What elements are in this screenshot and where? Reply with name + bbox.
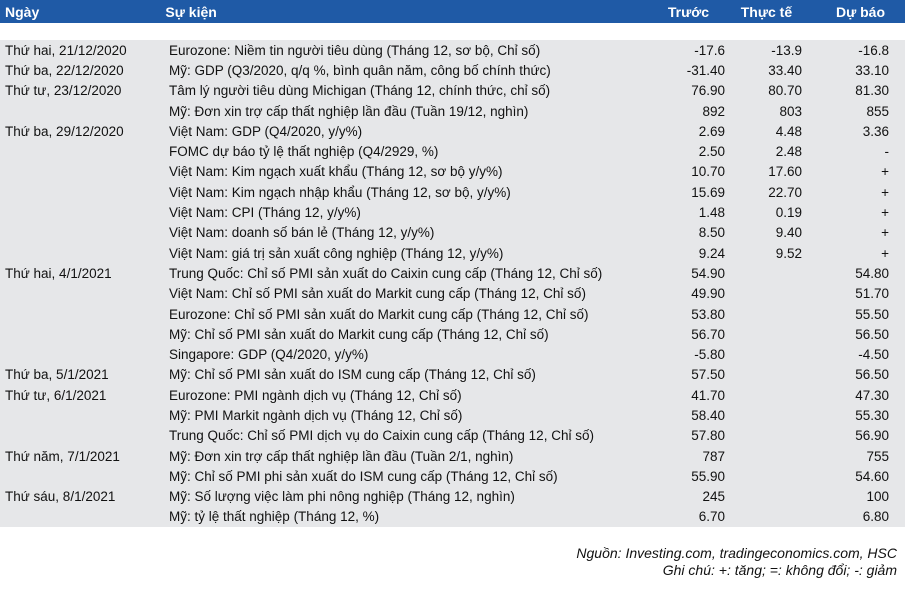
row-previous: 49.90 bbox=[691, 286, 725, 302]
row-previous: 892 bbox=[702, 103, 725, 119]
row-forecast: 56.90 bbox=[855, 428, 889, 444]
table-row bbox=[0, 487, 905, 507]
row-forecast: 54.60 bbox=[855, 468, 889, 484]
row-forecast: + bbox=[881, 184, 889, 200]
row-previous: 57.50 bbox=[691, 367, 725, 383]
table-row bbox=[0, 162, 905, 182]
row-forecast: 100 bbox=[866, 489, 889, 505]
row-previous: 58.40 bbox=[691, 407, 725, 423]
row-forecast: 47.30 bbox=[855, 387, 889, 403]
row-previous: 10.70 bbox=[691, 164, 725, 180]
table-footer bbox=[576, 545, 897, 579]
row-forecast: + bbox=[881, 205, 889, 221]
row-previous: 9.24 bbox=[698, 245, 725, 261]
row-previous: 15.69 bbox=[691, 184, 725, 200]
table-row bbox=[0, 426, 905, 446]
row-event: Việt Nam: CPI (Tháng 12, y/y%) bbox=[169, 205, 361, 221]
header-date: Ngày bbox=[5, 3, 40, 20]
row-date: Thứ sáu, 8/1/2021 bbox=[5, 489, 116, 505]
row-event: Singapore: GDP (Q4/2020, y/y%) bbox=[169, 347, 369, 363]
row-event: Mỹ: Đơn xin trợ cấp thất nghiệp lần đầu (Tuần 19/12, nghìn) bbox=[169, 103, 529, 119]
row-actual: 80.70 bbox=[768, 83, 802, 99]
row-forecast: -16.8 bbox=[858, 42, 889, 58]
row-event: Việt Nam: Chỉ số PMI sản xuất do Markit cung cấp (Tháng 12, Chỉ số) bbox=[169, 286, 586, 302]
row-forecast: 56.50 bbox=[855, 326, 889, 342]
row-previous: 54.90 bbox=[691, 265, 725, 281]
table-row bbox=[0, 284, 905, 304]
row-event: Mỹ: tỷ lệ thất nghiệp (Tháng 12, %) bbox=[169, 509, 380, 525]
row-event: Việt Nam: doanh số bán lẻ (Tháng 12, y/y%) bbox=[169, 225, 435, 241]
row-date: Thứ tư, 23/12/2020 bbox=[5, 83, 122, 99]
table-row bbox=[0, 101, 905, 121]
table-row bbox=[0, 182, 905, 202]
table-row bbox=[0, 40, 905, 60]
table-row bbox=[0, 243, 905, 263]
table-row bbox=[0, 405, 905, 425]
row-forecast: 55.50 bbox=[855, 306, 889, 322]
row-forecast: -4.50 bbox=[858, 347, 889, 363]
row-actual: 22.70 bbox=[768, 184, 802, 200]
table-row bbox=[0, 60, 905, 80]
row-event: Việt Nam: Kim ngạch xuất khẩu (Tháng 12, sơ bộ y/y%) bbox=[169, 164, 503, 180]
row-forecast: 33.10 bbox=[855, 62, 889, 78]
table-row bbox=[0, 344, 905, 364]
row-forecast: 755 bbox=[866, 448, 889, 464]
row-event: Việt Nam: GDP (Q4/2020, y/y%) bbox=[169, 123, 363, 139]
row-actual: 2.48 bbox=[775, 144, 802, 160]
row-forecast: 81.30 bbox=[855, 83, 889, 99]
row-previous: -17.6 bbox=[694, 42, 725, 58]
row-event: Việt Nam: giá trị sản xuất công nghiệp (Tháng 12, y/y%) bbox=[169, 245, 504, 261]
row-previous: -5.80 bbox=[694, 347, 725, 363]
row-forecast: 51.70 bbox=[855, 286, 889, 302]
row-previous: 245 bbox=[702, 489, 725, 505]
row-previous: 57.80 bbox=[691, 428, 725, 444]
header-actual: Thực tế bbox=[740, 3, 793, 20]
table-row bbox=[0, 385, 905, 405]
row-forecast: + bbox=[881, 164, 889, 180]
row-event: Tâm lý người tiêu dùng Michigan (Tháng 12, chính thức, chỉ số) bbox=[169, 83, 551, 99]
row-previous: 2.69 bbox=[698, 123, 725, 139]
table-row bbox=[0, 507, 905, 527]
table-row bbox=[0, 446, 905, 466]
row-forecast: 3.36 bbox=[862, 123, 889, 139]
row-date: Thứ ba, 5/1/2021 bbox=[5, 367, 109, 383]
row-date: Thứ năm, 7/1/2021 bbox=[5, 448, 120, 464]
legend-note: Ghi chú: +: tăng; =: không đổi; -: giảm bbox=[662, 562, 897, 578]
header-forecast: Dự báo bbox=[835, 3, 885, 20]
row-previous: 6.70 bbox=[698, 509, 725, 525]
row-event: Trung Quốc: Chỉ số PMI dịch vụ do Caixin cung cấp (Tháng 12, Chỉ số) bbox=[169, 428, 594, 444]
header-event: Sự kiện bbox=[165, 3, 217, 20]
row-date: Thứ hai, 21/12/2020 bbox=[5, 42, 127, 58]
row-forecast: + bbox=[881, 245, 889, 261]
table-body bbox=[0, 40, 905, 527]
header-previous: Trước bbox=[667, 3, 710, 20]
table-row bbox=[0, 223, 905, 243]
source-note: Nguồn: Investing.com, tradingeconomics.com, HSC bbox=[576, 545, 897, 561]
row-event: Mỹ: PMI Markit ngành dịch vụ (Tháng 12, Chỉ số) bbox=[169, 407, 463, 423]
table-row bbox=[0, 263, 905, 283]
row-previous: 2.50 bbox=[698, 144, 725, 160]
header-spacer bbox=[0, 23, 905, 40]
row-forecast: 54.80 bbox=[855, 265, 889, 281]
row-previous: 53.80 bbox=[691, 306, 725, 322]
row-actual: 803 bbox=[779, 103, 802, 119]
row-previous: 55.90 bbox=[691, 468, 725, 484]
row-event: Mỹ: Chỉ số PMI sản xuất do Markit cung cấp (Tháng 12, Chỉ số) bbox=[169, 326, 549, 342]
row-actual: 9.52 bbox=[775, 245, 802, 261]
row-forecast: 6.80 bbox=[862, 509, 889, 525]
row-date: Thứ ba, 22/12/2020 bbox=[5, 62, 124, 78]
row-previous: 41.70 bbox=[691, 387, 725, 403]
row-event: Trung Quốc: Chỉ số PMI sản xuất do Caixin cung cấp (Tháng 12, Chỉ số) bbox=[169, 265, 603, 281]
row-previous: 56.70 bbox=[691, 326, 725, 342]
row-previous: 8.50 bbox=[698, 225, 725, 241]
table-row bbox=[0, 202, 905, 222]
row-event: Việt Nam: Kim ngạch nhập khẩu (Tháng 12, sơ bộ, y/y%) bbox=[169, 184, 511, 200]
table-row bbox=[0, 324, 905, 344]
row-actual: 0.19 bbox=[775, 205, 802, 221]
row-event: Eurozone: Niềm tin người tiêu dùng (Tháng 12, sơ bộ, Chỉ số) bbox=[169, 42, 541, 58]
row-date: Thứ tư, 6/1/2021 bbox=[5, 387, 107, 403]
row-event: Eurozone: PMI ngành dịch vụ (Tháng 12, Chỉ số) bbox=[169, 387, 462, 403]
row-event: Mỹ: Đơn xin trợ cấp thất nghiệp lần đầu (Tuần 2/1, nghìn) bbox=[169, 448, 514, 464]
table-header bbox=[0, 0, 905, 23]
row-date: Thứ hai, 4/1/2021 bbox=[5, 265, 112, 281]
row-event: Mỹ: GDP (Q3/2020, q/q %, bình quân năm, công bố chính thức) bbox=[169, 62, 551, 78]
row-actual: 17.60 bbox=[768, 164, 802, 180]
table-row bbox=[0, 81, 905, 101]
row-event: Mỹ: Chỉ số PMI phi sản xuất do ISM cung cấp (Tháng 12, Chỉ số) bbox=[169, 468, 558, 484]
row-forecast: + bbox=[881, 225, 889, 241]
row-forecast: 56.50 bbox=[855, 367, 889, 383]
row-previous: 76.90 bbox=[691, 83, 725, 99]
row-previous: -31.40 bbox=[686, 62, 725, 78]
row-actual: 4.48 bbox=[775, 123, 802, 139]
row-actual: 9.40 bbox=[775, 225, 802, 241]
row-actual: -13.9 bbox=[771, 42, 802, 58]
row-forecast: 55.30 bbox=[855, 407, 889, 423]
table-row bbox=[0, 466, 905, 486]
table-row bbox=[0, 304, 905, 324]
row-actual: 33.40 bbox=[768, 62, 802, 78]
table-row bbox=[0, 141, 905, 161]
row-forecast: - bbox=[884, 144, 889, 160]
row-event: Mỹ: Số lượng việc làm phi nông nghiệp (Tháng 12, nghìn) bbox=[169, 489, 515, 505]
row-previous: 1.48 bbox=[698, 205, 725, 221]
table-row bbox=[0, 121, 905, 141]
row-event: FOMC dự báo tỷ lệ thất nghiệp (Q4/2929, %) bbox=[169, 144, 439, 160]
row-date: Thứ ba, 29/12/2020 bbox=[5, 123, 124, 139]
row-forecast: 855 bbox=[866, 103, 889, 119]
row-previous: 787 bbox=[702, 448, 725, 464]
row-event: Mỹ: Chỉ số PMI sản xuất do ISM cung cấp (Tháng 12, Chỉ số) bbox=[169, 367, 536, 383]
row-event: Eurozone: Chỉ số PMI sản xuất do Markit cung cấp (Tháng 12, Chỉ số) bbox=[169, 306, 589, 322]
table-row bbox=[0, 365, 905, 385]
